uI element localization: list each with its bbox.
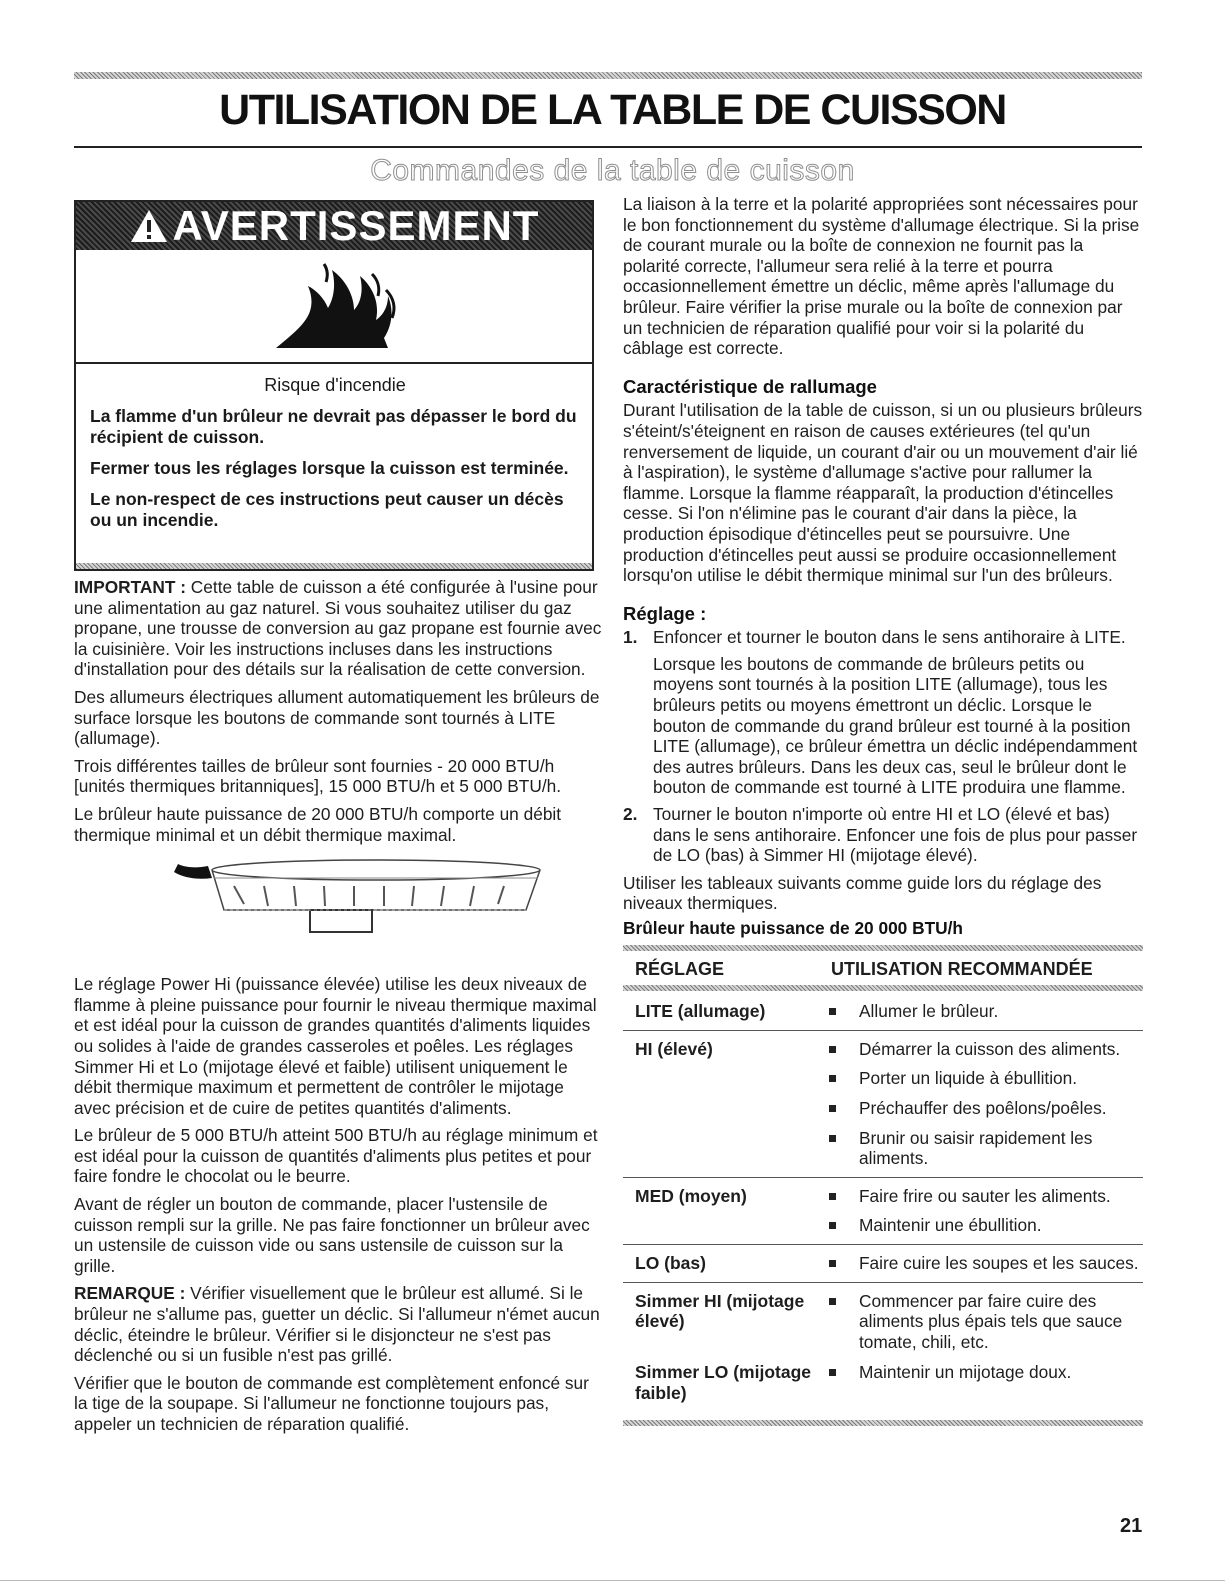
bullet-icon [829,1046,836,1053]
warning-triangle-icon [129,208,169,244]
important-text: Cette table de cuisson a été configurée à l'usine pour une alimentation au gaz naturel. Si vous souhaitez utiliser du gaz propane, une trousse de conversion au gaz propane est fournie avec la cuisinière. Voir les instructions incluses dans les instructions d'installation pour des détails sur la réalisation de cette conversion. [74,577,602,680]
paragraph-small-burner: Le brûleur de 5 000 BTU/h atteint 500 BTU/h au réglage minimum et est idéal pour la cuisson de quantités d'aliments plus petites et pour faire fondre le chocolat ou le beurre. [74,1125,598,1187]
bullet-icon [829,1008,836,1015]
use-item [817,1039,1143,1060]
use-item [817,1215,1143,1236]
use-item [817,1186,1143,1207]
use-text: Allumer le brûleur. [859,1001,999,1022]
bullet-icon [829,1222,836,1229]
use-text: Brunir ou saisir rapidement les aliments. [859,1127,1093,1169]
use-text: Commencer par faire cuire des aliments plus épais tels que sauce tomate, chili, etc. [859,1290,1123,1352]
header-band [74,72,1142,79]
paragraph-high-power: Le brûleur haute puissance de 20 000 BTU/h comporte un débit thermique minimal et un débit thermique maximal. [74,803,562,845]
remarque-text: Vérifier visuellement que le brûleur est allumé. Si le brûleur ne s'allume pas, guetter un déclic. Si l'allumeur n'émet aucun déclic, éteindre le brûleur. Vérifier si le disjoncteur ne s'est pas déclenché ou si un fusible n'est pas grillé. [74,1283,600,1366]
step-1-detail: Lorsque les boutons de commande de brûleurs petits ou moyens sont tournés à la position LITE (allumage), tous les brûleurs petits ou moyens émettront un déclic. Lorsque le bouton de commande du grand brûleur est tourné à la position LITE (allumage), ce brûleur émettra un déclic indépendamment des autres brûleurs. Dans les deux cas, seul le brûleur dont le bouton de commande est tourné à LITE produira une flamme. [653,653,1138,798]
paragraph-table-guide: Utiliser les tableaux suivants comme guide lors du réglage des niveaux thermiques. [623,872,1102,914]
warning-line-3: Le non-respect de ces instructions peut causer un décès ou un incendie. [90,489,564,530]
use-text: Faire cuire les soupes et les sauces. [859,1252,1139,1273]
burner-illustration [74,852,602,968]
burner-illustration-svg [74,852,602,968]
use-cell [817,1253,1143,1274]
bullet-icon [829,1298,836,1305]
use-cell [817,1362,1143,1403]
table-header-row [623,951,1143,986]
use-item [817,1128,1143,1169]
remarque-paragraph [74,1283,602,1365]
use-item [817,1098,1143,1119]
step-1 [623,627,1143,798]
bullet-icon [829,1075,836,1082]
important-label: IMPORTANT : [74,577,186,597]
table-caption: Brûleur haute puissance de 20 000 BTU/h [623,918,963,938]
setting-cell: MED (moyen) [635,1185,747,1206]
step-2-number: 2. [623,804,638,825]
paragraph-reignition: Durant l'utilisation de la table de cuisson, si un ou plusieurs brûleurs s'éteint/s'éteignent en raison de causes extérieures (tel qu'un renversement de liquide, un courant d'air ou un mouvement d'air lié à l'aspiration), le système d'allumage s'active pour rallumer la flamme. Lorsque la flamme réapparaît, la production d'étincelles cesse. Si l'on n'élimine pas le courant d'air dans la pièce, la production épisodique d'étincelles peut se poursuivre. Une production d'étincelles peut aussi se produire occasionnellement lorsqu'on utilise le débit thermique minimal sur l'un des brûleurs. [623,400,1143,586]
warning-line-1: La flamme d'un brûleur ne devrait pas dépasser le bord du récipient de cuisson. [90,406,577,447]
warning-risk: Risque d'incendie [264,375,406,395]
use-cell [817,1039,1143,1169]
setting-cell: HI (élevé) [635,1038,713,1059]
paragraph-check-knob: Vérifier que le bouton de commande est complètement enfoncé sur la tige de la soupape. Si l'allumeur ne fonctionne toujours pas, appeler un technicien de réparation qualifié. [74,1372,589,1434]
setting-steps [623,627,1143,866]
table-header-setting: RÉGLAGE [635,958,725,979]
page-number: 21 [1120,1515,1143,1537]
table-header-use: UTILISATION RECOMMANDÉE [831,958,1093,979]
use-cell [817,1001,1143,1022]
setting-cell: LO (bas) [635,1252,706,1273]
warning-box [74,200,594,571]
use-cell [817,1291,1143,1353]
paragraph-power-hi: Le réglage Power Hi (puissance élevée) utilise les deux niveaux de flamme à pleine puissance pour fournir le niveau thermique maximal et est idéal pour la cuisson de grandes quantités d'aliments liquides ou solides à l'aide de grandes casseroles et poêles. Les réglages Simmer Hi et Lo (mijotage élevé et faible) utilisent uniquement le débit thermique maximum et permettent de contrôler le mijotage avec précision et de cuire de petites quantités d'aliments. [74,974,597,1118]
bullet-icon [829,1193,836,1200]
use-item [817,1291,1143,1353]
use-text: Maintenir une ébullition. [859,1215,1042,1236]
paragraph-before-adjust: Avant de régler un bouton de commande, placer l'ustensile de cuisson rempli sur la grille. Ne pas faire fonctionner un brûleur avec un ustensile de cuisson vide ou sans ustensile de cuisson sur la grille. [74,1194,590,1276]
step-1-number: 1. [623,627,638,648]
paragraph-burner-sizes: Trois différentes tailles de brûleur sont fournies - 20 000 BTU/h [unités thermiques britanniques], 15 000 BTU/h et 5 000 BTU/h. [74,755,562,797]
use-text: Démarrer la cuisson des aliments. [859,1038,1121,1059]
use-item [817,1001,1143,1022]
use-text: Porter un liquide à ébullition. [859,1068,1078,1089]
table-row [623,1282,1143,1361]
table-row [623,991,1143,1030]
use-item [817,1068,1143,1089]
use-item [817,1253,1143,1274]
title-rule [74,146,1142,148]
warning-body [90,375,580,541]
table-row [623,1177,1143,1244]
heading-setting: Réglage : [623,602,707,624]
step-2-text: Tourner le bouton n'importe où entre HI et LO (élevé et bas) dans le sens antihoraire. Enfoncer une fois de plus pour passer de LO (bas) à Simmer HI (mijotage élevé). [653,804,1138,866]
warning-bottom-band [76,563,592,569]
remarque-label: REMARQUE : [74,1283,186,1304]
heading-reignition: Caractéristique de rallumage [623,375,877,397]
table-row [623,1244,1143,1282]
settings-table [623,945,1143,1426]
table-row [623,1030,1143,1177]
use-text: Préchauffer des poêlons/poêles. [859,1097,1107,1118]
use-item [817,1362,1143,1383]
paragraph-igniters: Des allumeurs électriques allument automatiquement les brûleurs de surface lorsque les boutons de commande sont tournés à LITE (allumage). [74,686,600,749]
warning-line-2: Fermer tous les réglages lorsque la cuisson est terminée. [90,458,569,478]
left-column [74,577,602,1442]
bullet-icon [829,1260,836,1267]
step-1-text: Enfoncer et tourner le bouton dans le sens antihoraire à LITE. [653,627,1126,648]
fire-icon [76,250,592,362]
setting-cell: Simmer HI (mijotage élevé) [635,1290,805,1332]
page-title: UTILISATION DE LA TABLE DE CUISSON [219,86,1006,134]
step-2 [623,804,1143,866]
use-text: Maintenir un mijotage doux. [859,1362,1072,1383]
warning-header [76,202,592,250]
use-text: Faire frire ou sauter les aliments. [859,1185,1111,1206]
important-paragraph [74,577,602,680]
bullet-icon [829,1105,836,1112]
setting-cell: LITE (allumage) [635,1001,766,1022]
bottom-rule [0,1580,1225,1581]
setting-cell: Simmer LO (mijotage faible) [635,1362,812,1403]
use-cell [817,1186,1143,1236]
warning-header-text: AVERTISSEMENT [172,202,540,249]
paragraph-polarity: La liaison à la terre et la polarité appropriées sont nécessaires pour le bon fonctionnement du système d'allumage électrique. Si la prise de courant murale ou la boîte de connexion ne fournit pas la polarité correcte, l'allumeur sera relié à la terre et pourra occasionnellement émettre un déclic, même après l'allumage du brûleur. Faire vérifier la prise murale ou la boîte de connexion par un technicien de réparation qualifié pour voir si la polarité du câblage est correcte. [623,194,1140,359]
warning-pictogram [76,250,592,364]
table-bottom-band [623,1420,1143,1426]
bullet-icon [829,1135,836,1142]
table-row [623,1360,1143,1411]
right-column [623,194,1143,1426]
section-subtitle: Commandes de la table de cuisson [370,154,855,187]
bullet-icon [829,1369,836,1376]
